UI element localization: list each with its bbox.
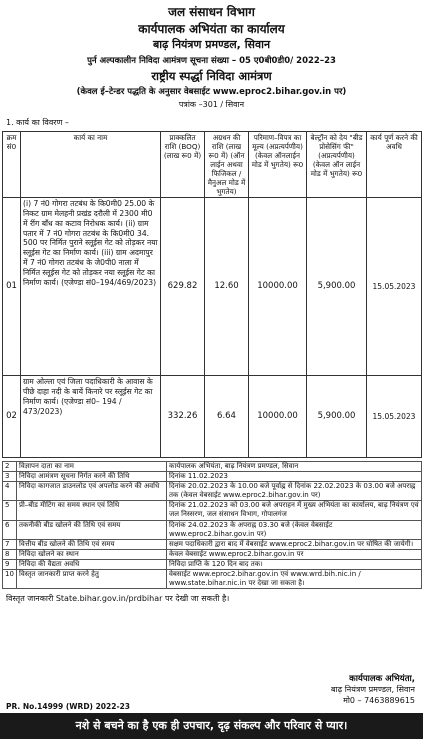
department-name: जल संसाधन विभाग — [168, 5, 255, 19]
info-label: निविदा खोलने का स्थान — [17, 549, 167, 559]
row-work: (i) 7 नं0 गोगरा तटबंध के कि0मी0 25.00 के निकट ग्राम मेलहनी प्रखंड दरौली में 2300 मी0 में रींग बाँध का कटाव निरोधक कार्य। (ii) ग्राम पतार में 7 नं0 गोगरा तटबंध के कि0मी0 34. 500 पर निर्मित पुराने स्लूईस गेट को तोड़कर नया स्लूईस गेट का निर्माण कार्य। (iii) ग्राम अदमापुर में 7 नं0 गोगरा तटबंध के जे0पी0 नाला में निर्मित स्लूईस गेट को तोड़कर नया स्लूईस गेट का निर्माण कार्य। (एजेण्डा सं0–194/469/2023) — [21, 198, 161, 376]
info-value: कार्यपालक अभियंता, बाढ़ नियंत्रण प्रमण्डल, सिवान — [167, 462, 422, 472]
info-row — [3, 520, 422, 539]
header-boq: प्राक्कलित राशि (BOQ) (लाख रू0 में) — [161, 132, 205, 198]
notice-number: पुर्न अल्पकालीन निविदा आमंत्रण सूचना संख्या – 05 ए0बी0डी0/ 2022–23 — [87, 56, 336, 66]
header-fee: बेल्ट्रॉन को देय "बीड प्रोसेसिंग फी" (अप्रत्यर्पणीय) (केवल ऑन लाईन मोड में भुगतेय) रू0 — [307, 132, 367, 198]
info-value: केवल वेबसाईट www.eproc2.bihar.gov.in पर — [167, 549, 422, 559]
info-label: विज्ञापन दाता का नाम — [17, 462, 167, 472]
info-value: वेबसाईट www.eproc2.bihar.gov.in एवं www.wrd.bih.nic.in / www.state.bihar.nic.in पर देखा जा सकता है। — [167, 570, 422, 589]
info-number: 8 — [3, 549, 17, 559]
info-value: दिनांक 24.02.2023 के अपराह्न 03.30 बजे (केवल वेबसाईट www.eproc2.bihar.gov.in पर) — [167, 520, 422, 539]
signature-designation: कार्यपालक अभियंता, — [349, 674, 415, 684]
row-boq: 332.26 — [161, 376, 205, 458]
row-fee: 5,900.00 — [307, 376, 367, 458]
info-value: दिनांक 20.02.2023 के 10.00 बजे पूर्वाह्न से दिनांक 22.02.2023 के 03.00 बजे अपराह्न तक (केवल वेबसाईट www.eproc2.bihar.gov.in पर) — [167, 482, 422, 501]
info-number: 2 — [3, 462, 17, 472]
office-name: कार्यपालक अभियंता का कार्यालय — [138, 22, 285, 36]
info-row — [3, 549, 422, 559]
info-label: निविदा आमंत्रण सूचना निर्गत करने की तिथि — [17, 472, 167, 482]
row-period: 15.05.2023 — [367, 376, 422, 458]
info-row — [3, 501, 422, 520]
header-sn: क्रम सं0 — [3, 132, 21, 198]
info-value: दिनांक 21.02.2023 को 03.00 बजे अपराहन में मुख्य अभियंता का कार्यालय, बाढ़ नियंत्रण एवं जल निस्सरण, जल संसाधन विभाग, गोपालगंज — [167, 501, 422, 520]
info-number: 6 — [3, 520, 17, 539]
signature-mobile: मो0 – 7463889615 — [343, 696, 415, 706]
footnote: विस्तृत जानकारी State.bihar.gov.in/prdbihar पर देखी जा सकती है। — [6, 594, 230, 604]
patrank: पत्रांक –301 / सिवान — [178, 100, 245, 109]
table-header-row — [3, 132, 422, 198]
info-label: विस्तृत जानकारी प्राप्त करने हेतु — [17, 570, 167, 589]
info-number: 3 — [3, 472, 17, 482]
table-row — [3, 198, 422, 376]
notice-subtitle: (केवल ई–टेन्डर पद्धति के अनुसार वेबसाईट www.eproc2.bihar.gov.in पर) — [76, 87, 347, 97]
slogan-banner: नशे से बचने का है एक ही उपचार, दृढ़ संकल्प और परिवार से प्यार। — [0, 713, 423, 739]
row-cost: 10000.00 — [249, 376, 307, 458]
row-emd: 6.64 — [205, 376, 249, 458]
info-label: निविदा कागजात डाउनलोड एवं अपलोड करने की अवधि — [17, 482, 167, 501]
info-number: 5 — [3, 501, 17, 520]
info-row — [3, 539, 422, 549]
info-number: 10 — [3, 570, 17, 589]
signature-office: बाढ़ नियंत्रण प्रमण्डल, सिवान — [331, 685, 415, 695]
header-emd: अग्रधन की राशि (लाख रू0 में) (ऑन लाईन अथवा फिजिकल / मैनुअल मोड में भुगतेय) — [205, 132, 249, 198]
info-row — [3, 472, 422, 482]
table-row — [3, 376, 422, 458]
division-name: बाढ़ नियंत्रण प्रमण्डल, सिवान — [152, 38, 271, 51]
info-row — [3, 570, 422, 589]
row-cost: 10000.00 — [249, 198, 307, 376]
header-cost: परिमाण–विपत्र का मूल्य (अप्रत्यर्पणीय) (केवल ऑनलाईन मोड में भुगतेय) रू0 — [249, 132, 307, 198]
pr-number: PR. No.14999 (WRD) 2022-23 — [6, 702, 131, 711]
info-number: 9 — [3, 559, 17, 569]
info-row — [3, 482, 422, 501]
info-value: निविदा प्राप्ति के 120 दिन बाद तक। — [167, 559, 422, 569]
tender-info-table — [2, 461, 422, 589]
row-fee: 5,900.00 — [307, 198, 367, 376]
signature-block — [331, 674, 415, 707]
info-row — [3, 559, 422, 569]
info-label: तकनीकी बीड खोलने की तिथि एवं समय — [17, 520, 167, 539]
work-details-table — [2, 131, 422, 458]
header-work: कार्य का नाम — [21, 132, 161, 198]
info-value: सक्षम पदाधिकारी द्वारा बाद में वेबसाईट www.eproc2.bihar.gov.in पर घोषित की जायेगी। — [167, 539, 422, 549]
info-value: दिनांक 11.02.2023 — [167, 472, 422, 482]
info-row — [3, 462, 422, 472]
row-sn: 02 — [3, 376, 21, 458]
row-sn: 01 — [3, 198, 21, 376]
section-title: 1. कार्य का विवरण – — [6, 118, 69, 127]
notice-header — [0, 3, 423, 110]
notice-title: राष्ट्रीय स्पर्द्धा निविदा आमंत्रण — [151, 69, 272, 83]
info-label: निविदा की वैद्यता अवधि — [17, 559, 167, 569]
row-emd: 12.60 — [205, 198, 249, 376]
row-period: 15.05.2023 — [367, 198, 422, 376]
header-period: कार्य पूर्ण करने की अवधि — [367, 132, 422, 198]
row-work: ग्राम ओल्ला एवं जिला पदाधिकारी के आवास के पीछे दाहा नदी के बायें किनारे पर स्लूईस गेट का निर्माण कार्य। (एजेण्डा सं0– 194 / 473/2023) — [21, 376, 161, 458]
info-number: 7 — [3, 539, 17, 549]
info-label: प्री–बीड मीटिंग का समय स्थान एवं तिथि — [17, 501, 167, 520]
row-boq: 629.82 — [161, 198, 205, 376]
info-number: 4 — [3, 482, 17, 501]
info-label: वित्तीय बीड खोलने की तिथि एवं समय — [17, 539, 167, 549]
